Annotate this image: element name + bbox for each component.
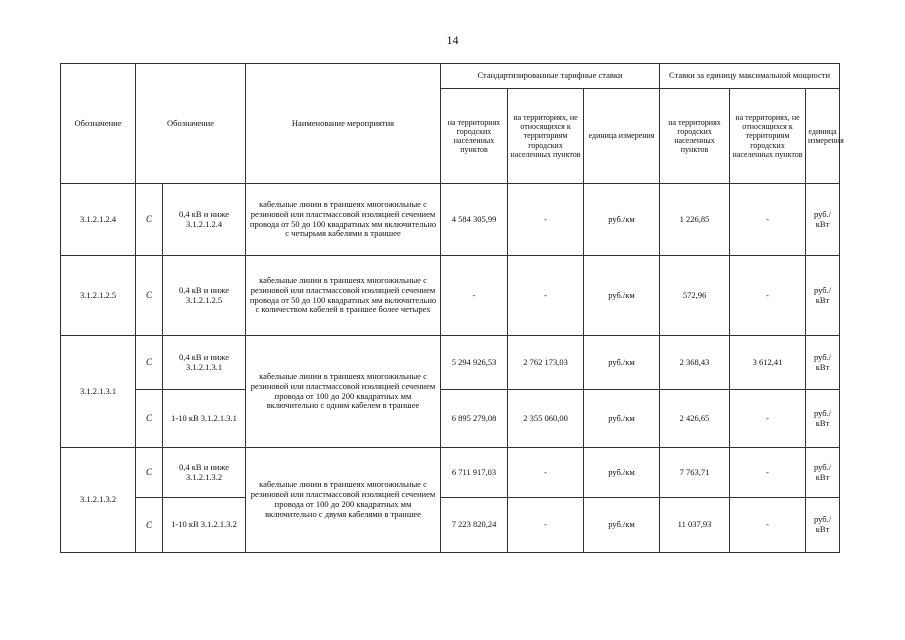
std-nonurban-value: 2 762 173,03 <box>508 336 584 390</box>
row-voltage-level: 0,4 кВ и ниже 3.1.2.1.2.4 <box>163 184 246 256</box>
pow-nonurban-value: - <box>730 448 806 498</box>
row-symbol: С <box>136 336 163 390</box>
std-nonurban-value: - <box>508 184 584 256</box>
row-description: кабельные линии в траншеях многожильные с резиновой или пластмассовой изоляцией сечением провода от 100 до 200 квадратных мм включительно с двумя кабелями в траншее <box>246 448 441 553</box>
tariff-table <box>60 63 844 553</box>
std-urban-value: 6 711 917,03 <box>441 448 508 498</box>
row-voltage-level: 0,4 кВ и ниже 3.1.2.1.2.5 <box>163 256 246 336</box>
row-symbol: С <box>136 390 163 448</box>
std-unit: руб./км <box>584 184 660 256</box>
pow-nonurban-value: 3 612,41 <box>730 336 806 390</box>
header-pow-unit: единица измерения <box>806 89 840 184</box>
row-description: кабельные линии в траншеях многожильные с резиновой или пластмассовой изоляцией сечением провода от 50 до 100 квадратных мм включительно с количеством кабелей в траншее более четырех <box>246 256 441 336</box>
header-std-nonurban: на территориях, не относящихся к территориям городских населенных пунктов <box>508 89 584 184</box>
row-symbol: С <box>136 184 163 256</box>
pow-urban-value: 1 226,85 <box>660 184 730 256</box>
pow-urban-value: 2 426,65 <box>660 390 730 448</box>
std-urban-value: 6 895 279,08 <box>441 390 508 448</box>
table-row <box>61 184 840 256</box>
pow-unit: руб./кВт <box>806 256 840 336</box>
pow-unit: руб./кВт <box>806 184 840 256</box>
pow-nonurban-value: - <box>730 184 806 256</box>
row-voltage-level: 0,4 кВ и ниже 3.1.2.1.3.2 <box>163 448 246 498</box>
std-urban-value: 7 223 820,24 <box>441 498 508 553</box>
table-row <box>61 390 840 448</box>
pow-unit: руб./кВт <box>806 336 840 390</box>
header-designation-1: Обозначение <box>61 64 136 184</box>
std-nonurban-value: - <box>508 448 584 498</box>
header-pow-nonurban: на территориях, не относящихся к территориям городских населенных пунктов <box>730 89 806 184</box>
row-code: 3.1.2.1.3.2 <box>61 448 136 553</box>
std-unit: руб./км <box>584 256 660 336</box>
page-number: 14 <box>446 33 459 47</box>
table-header <box>61 64 844 184</box>
header-measure-name: Наименование мероприятия <box>246 64 441 184</box>
row-voltage-level: 0,4 кВ и ниже 3.1.2.1.3.1 <box>163 336 246 390</box>
row-description: кабельные линии в траншеях многожильные с резиновой или пластмассовой изоляцией сечением провода от 50 до 100 квадратных мм включительно с четырьмя кабелями в траншее <box>246 184 441 256</box>
pow-nonurban-value: - <box>730 498 806 553</box>
pow-unit: руб./кВт <box>806 498 840 553</box>
std-nonurban-value: 2 355 060,00 <box>508 390 584 448</box>
std-unit: руб./км <box>584 390 660 448</box>
std-unit: руб./км <box>584 336 660 390</box>
std-urban-value: 4 584 305,99 <box>441 184 508 256</box>
row-voltage-level: 1-10 кВ 3.1.2.1.3.2 <box>163 498 246 553</box>
header-pow-urban: на территориях городских населенных пунктов <box>660 89 730 184</box>
row-symbol: С <box>136 448 163 498</box>
std-nonurban-value: - <box>508 498 584 553</box>
row-description: кабельные линии в траншеях многожильные с резиновой или пластмассовой изоляцией сечением провода от 100 до 200 квадратных мм включительно с одним кабелем в траншее <box>246 336 441 448</box>
pow-nonurban-value: - <box>730 256 806 336</box>
header-standard-rates: Стандартизированные тарифные ставки <box>441 64 660 89</box>
pow-nonurban-value: - <box>730 390 806 448</box>
header-designation-2: Обозначение <box>136 64 246 184</box>
row-voltage-level: 1-10 кВ 3.1.2.1.3.1 <box>163 390 246 448</box>
std-urban-value: 5 294 926,53 <box>441 336 508 390</box>
pow-urban-value: 2 368,43 <box>660 336 730 390</box>
row-symbol: С <box>136 498 163 553</box>
table-row <box>61 498 840 553</box>
pow-urban-value: 7 763,71 <box>660 448 730 498</box>
std-urban-value: - <box>441 256 508 336</box>
row-code: 3.1.2.1.3.1 <box>61 336 136 448</box>
pow-urban-value: 11 037,93 <box>660 498 730 553</box>
header-power-rates: Ставки за единицу максимальной мощности <box>660 64 840 89</box>
std-nonurban-value: - <box>508 256 584 336</box>
pow-unit: руб./кВт <box>806 448 840 498</box>
row-code: 3.1.2.1.2.4 <box>61 184 136 256</box>
header-std-unit: единица измерения <box>584 89 660 184</box>
std-unit: руб./км <box>584 498 660 553</box>
table-row <box>61 336 840 390</box>
std-unit: руб./км <box>584 448 660 498</box>
header-std-urban: на территориях городских населенных пунктов <box>441 89 508 184</box>
pow-urban-value: 572,96 <box>660 256 730 336</box>
row-code: 3.1.2.1.2.5 <box>61 256 136 336</box>
row-symbol: С <box>136 256 163 336</box>
table-row <box>61 256 840 336</box>
pow-unit: руб./кВт <box>806 390 840 448</box>
table-row <box>61 448 840 498</box>
